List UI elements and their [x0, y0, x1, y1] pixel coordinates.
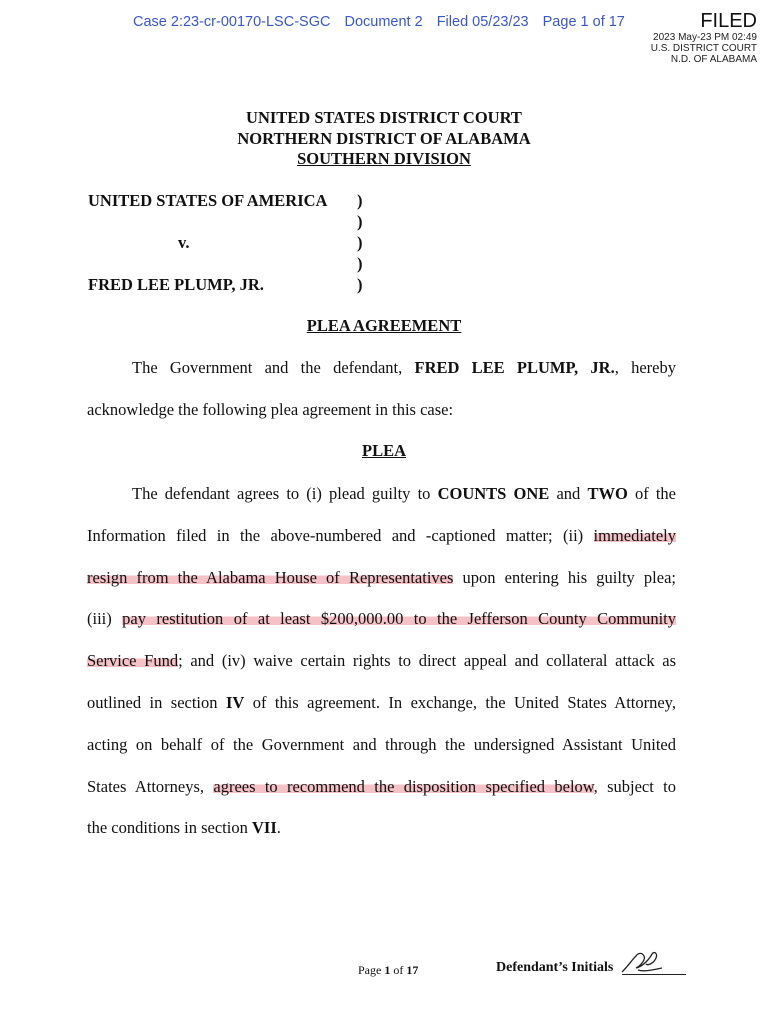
division-name: SOUTHERN DIVISION: [297, 149, 471, 168]
highlight: Service Fund: [87, 651, 179, 671]
filed-label: FILED: [700, 10, 757, 32]
highlight: resign from the Alabama House of Representatives: [87, 567, 454, 587]
plea-paragraph: The defendant agrees to (i) plead guilty to COUNTS ONE and TWO of the Information filed in the above-numbered and -captioned matter; (ii) immediately resign from the Alabama House of Representatives upon entering his guilty plea; (iii) pay restitution of at least $200,000.00 to the Jefferson County Community Service Fund; and (iv) waive certain rights to direct appeal and collateral attack as outlined in section IV of this agreement. In exchange, the United States Attorney, acting on behalf of the Government and through the undersigned Assistant United States Attorneys, agrees to recommend the disposition specified below, subject to the conditions in section VII.: [87, 484, 677, 838]
caption-paren: ): [357, 275, 363, 294]
court-header-stamp: [133, 14, 635, 30]
section-heading-plea: PLEA: [361, 441, 406, 460]
court-name: UNITED STATES DISTRICT COURT: [246, 108, 522, 127]
signature-initials-icon: [618, 948, 666, 976]
plaintiff: UNITED STATES OF AMERICA: [88, 191, 328, 210]
intro-paragraph: The Government and the defendant, FRED LEE PLUMP, JR., hereby acknowledge the following plea agreement in this case:: [87, 358, 676, 419]
case-number: Case 2:23-cr-00170-LSC-SGC: [133, 14, 331, 30]
caption-paren: ): [357, 191, 363, 210]
defendant-name: FRED LEE PLUMP, JR.: [414, 358, 615, 377]
filed-date: Filed 05/23/23: [436, 14, 529, 30]
defendant: FRED LEE PLUMP, JR.: [88, 275, 264, 294]
highlight: immediately: [593, 525, 676, 545]
filed-district: N.D. OF ALABAMA: [670, 54, 757, 65]
document-title: PLEA AGREEMENT: [306, 316, 462, 335]
filed-court: U.S. DISTRICT COURT: [650, 43, 757, 54]
caption-paren: ): [357, 233, 363, 252]
document-number: Document 2: [344, 14, 423, 30]
highlight: agrees to recommend the disposition specified below: [213, 776, 594, 796]
court-heading: [0, 108, 768, 170]
case-caption: [88, 190, 388, 295]
page-footer-number: Page 1 of 17: [358, 963, 419, 977]
caption-paren: ): [357, 212, 363, 231]
district-name: NORTHERN DISTRICT OF ALABAMA: [237, 128, 531, 148]
versus: v.: [178, 233, 190, 252]
filed-stamp: [651, 10, 757, 65]
page-indicator: Page 1 of 17: [542, 14, 625, 30]
filed-datetime: 2023 May-23 PM 02:49: [653, 32, 757, 43]
defendant-initials-label: Defendant’s Initials: [496, 960, 614, 975]
caption-paren: ): [357, 254, 363, 273]
highlight: pay restitution of at least $200,000.00 to the Jefferson County Community: [122, 609, 676, 629]
